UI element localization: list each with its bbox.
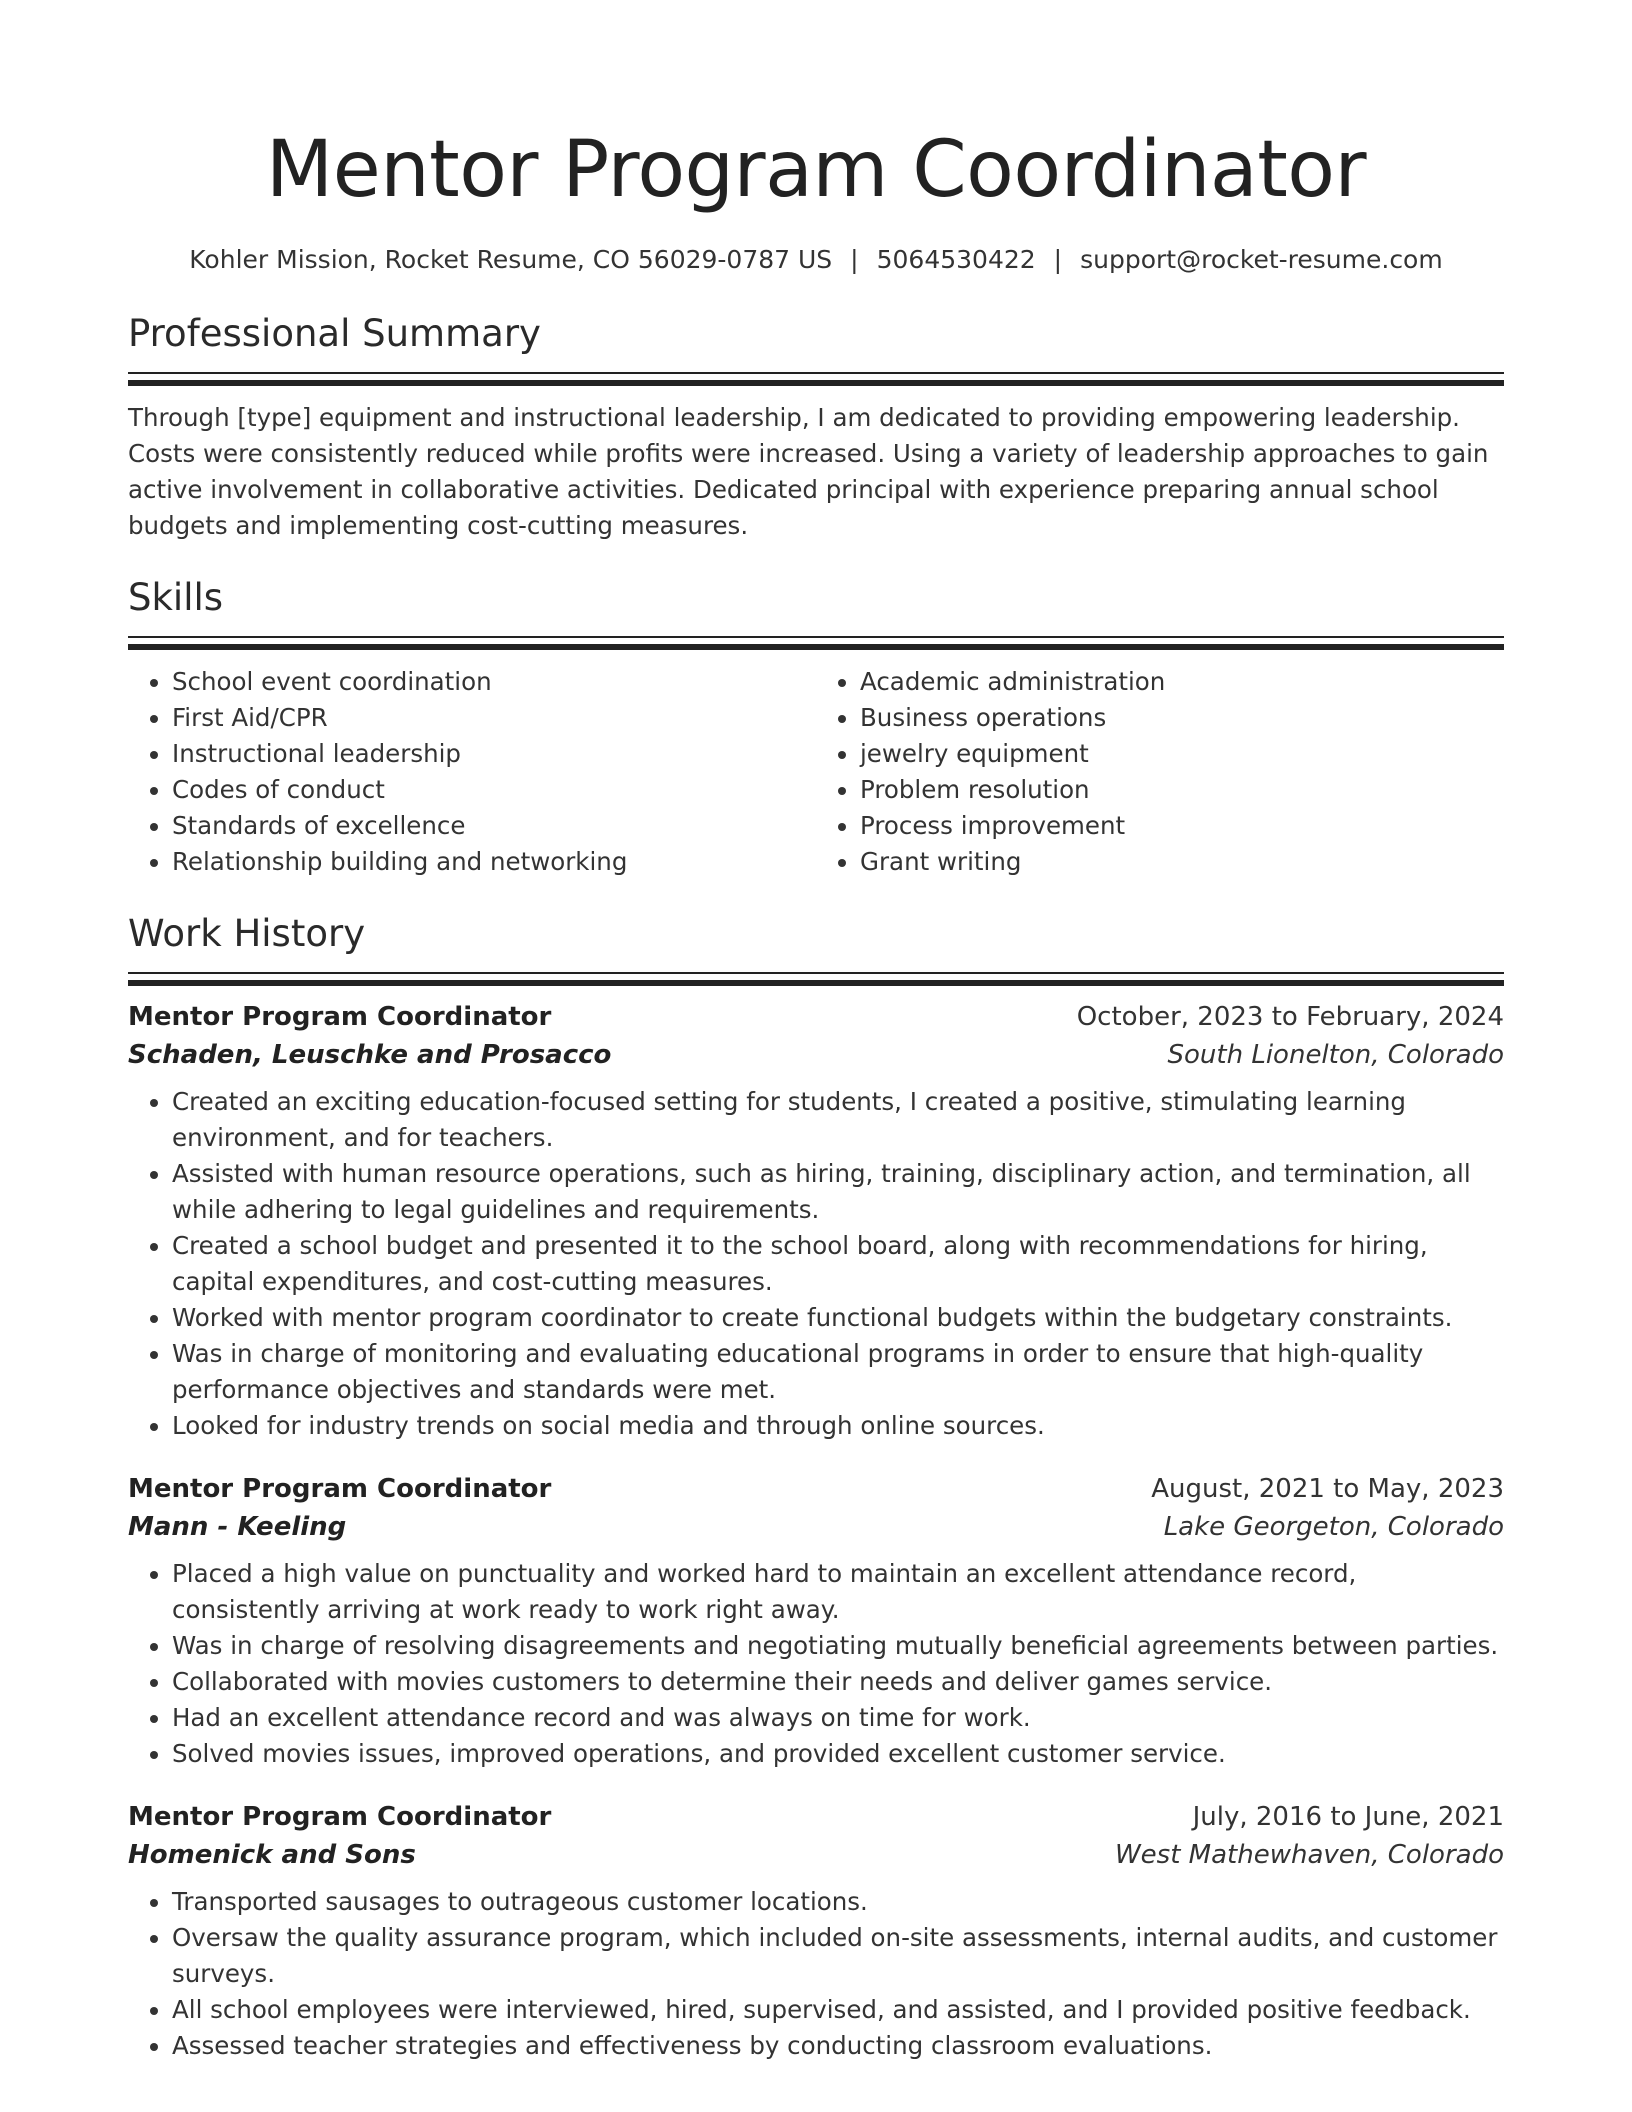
job-org xyxy=(128,1036,1504,1074)
job-bullet: • Was in charge of resolving disagreements and negotiating mutually beneficial agreements between parties. xyxy=(172,1628,1504,1664)
job-bullet: • Oversaw the quality assurance program, which included on-site assessments, internal audits, and customer surveys. xyxy=(172,1920,1504,1992)
skill-item: • jewelry equipment xyxy=(860,736,1504,772)
job-title: Mentor Program Coordinator xyxy=(128,1802,552,1832)
job-header xyxy=(128,998,1504,1036)
job-company: Mann - Keeling xyxy=(128,1512,347,1542)
job-bullet: • Created a school budget and presented it to the school board, along with recommendations for hiring, capital expenditures, and cost-cutting measures. xyxy=(172,1228,1504,1300)
job-bullets xyxy=(128,1556,1504,1772)
contact-address: Kohler Mission, Rocket Resume, CO 56029-0787 US xyxy=(189,245,833,274)
job-bullet: • Solved movies issues, improved operations, and provided excellent customer service. xyxy=(172,1736,1504,1772)
job-org xyxy=(128,1508,1504,1546)
job-entry xyxy=(128,1798,1504,2064)
contact-email: support@rocket-resume.com xyxy=(1080,245,1443,274)
work-list xyxy=(128,998,1504,2064)
contact-separator: | xyxy=(1053,245,1063,274)
skills-list-left xyxy=(128,664,816,880)
job-header xyxy=(128,1798,1504,1836)
job-bullets xyxy=(128,1084,1504,1444)
job-bullets xyxy=(128,1884,1504,2064)
section-rule xyxy=(128,636,1504,638)
job-bullet: • Placed a high value on punctuality and worked hard to maintain an excellent attendance record, consistently arriving at work ready to work right away. xyxy=(172,1556,1504,1628)
job-location: West Mathewhaven, Colorado xyxy=(1114,1840,1504,1870)
skill-item: • Academic administration xyxy=(860,664,1504,700)
skill-item: • Codes of conduct xyxy=(172,772,816,808)
section-rule xyxy=(128,972,1504,974)
skill-item: • School event coordination xyxy=(172,664,816,700)
skill-item: • Standards of excellence xyxy=(172,808,816,844)
job-company: Homenick and Sons xyxy=(128,1840,416,1870)
job-bullet: • Created an exciting education-focused setting for students, I created a positive, stimulating learning environment, and for teachers. xyxy=(172,1084,1504,1156)
job-bullet: • Assisted with human resource operations, such as hiring, training, disciplinary action, and termination, all while adhering to legal guidelines and requirements. xyxy=(172,1156,1504,1228)
contact-separator: | xyxy=(850,245,859,274)
summary-section xyxy=(128,310,1504,544)
skills-heading: Skills xyxy=(128,576,224,619)
skill-item: • Instructional leadership xyxy=(172,736,816,772)
contact-line xyxy=(128,242,1504,278)
job-entry xyxy=(128,1470,1504,1772)
job-company: Schaden, Leuschke and Prosacco xyxy=(128,1040,612,1070)
contact-phone: 5064530422 xyxy=(876,245,1036,274)
summary-heading: Professional Summary xyxy=(128,312,541,355)
job-dates: August, 2021 to May, 2023 xyxy=(1151,1474,1504,1504)
skill-item: • Business operations xyxy=(860,700,1504,736)
skills-columns xyxy=(128,664,1504,880)
skill-item: • First Aid/CPR xyxy=(172,700,816,736)
skills-list-right xyxy=(816,664,1504,880)
job-dates: October, 2023 to February, 2024 xyxy=(1076,1002,1504,1032)
summary-text: Through [type] equipment and instructional leadership, I am dedicated to providing empowering leadership. Costs were consistently reduced while profits were increased. Using a variety of leadership approaches to gain active involvement in collaborative activities. Dedicated principal with experience preparing annual school budgets and implementing cost-cutting measures. xyxy=(128,403,1489,540)
skill-item: • Grant writing xyxy=(860,844,1504,880)
job-org xyxy=(128,1836,1504,1874)
section-rule xyxy=(128,372,1504,374)
job-bullet: • Had an excellent attendance record and was always on time for work. xyxy=(172,1700,1504,1736)
job-bullet: • Transported sausages to outrageous customer locations. xyxy=(172,1884,1504,1920)
skill-item: • Relationship building and networking xyxy=(172,844,816,880)
job-header xyxy=(128,1470,1504,1508)
job-bullet: • Looked for industry trends on social media and through online sources. xyxy=(172,1408,1504,1444)
job-bullet: • All school employees were interviewed, hired, supervised, and assisted, and I provided positive feedback. xyxy=(172,1992,1504,2028)
job-bullet: • Assessed teacher strategies and effectiveness by conducting classroom evaluations. xyxy=(172,2028,1504,2064)
job-location: Lake Georgeton, Colorado xyxy=(1163,1512,1504,1542)
work-heading: Work History xyxy=(128,912,366,955)
job-bullet: • Was in charge of monitoring and evaluating educational programs in order to ensure that high-quality performance objectives and standards were met. xyxy=(172,1336,1504,1408)
job-entry xyxy=(128,998,1504,1444)
job-title: Mentor Program Coordinator xyxy=(128,1002,552,1032)
job-dates: July, 2016 to June, 2021 xyxy=(1192,1802,1504,1832)
work-section xyxy=(128,910,1504,2064)
job-bullet: • Worked with mentor program coordinator to create functional budgets within the budgetary constraints. xyxy=(172,1300,1504,1336)
skill-item: • Problem resolution xyxy=(860,772,1504,808)
section-rule-thick xyxy=(128,380,1504,386)
skills-section xyxy=(128,574,1504,880)
section-rule-thick xyxy=(128,980,1504,986)
job-bullet: • Collaborated with movies customers to determine their needs and deliver games service. xyxy=(172,1664,1504,1700)
job-location: South Lionelton, Colorado xyxy=(1167,1040,1504,1070)
skill-item: • Process improvement xyxy=(860,808,1504,844)
section-rule-thick xyxy=(128,644,1504,650)
resume-title: Mentor Program Coordinator xyxy=(265,125,1367,215)
job-title: Mentor Program Coordinator xyxy=(128,1474,552,1504)
